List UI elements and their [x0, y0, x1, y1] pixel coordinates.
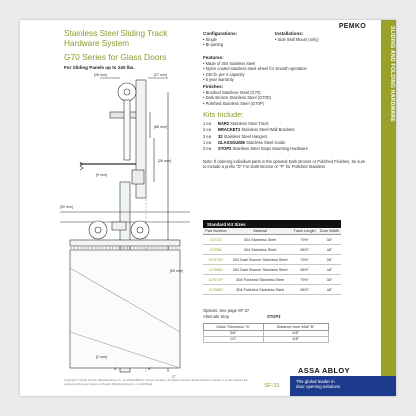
copyright: Copyright © 2019, Pemko Manufacturing Co., an ASSA ABLOY Group company. All rights reserved. Reproduction in whole or in part without the express written permission of Pemko Manufacturing Co. is prohibited.	[64, 378, 248, 386]
kit-sizes-table	[203, 220, 341, 295]
col-header: Distance from Wall "B"	[263, 324, 329, 331]
kit-part-desc: Stainless Steel Track	[229, 121, 269, 126]
table-row	[203, 285, 341, 295]
dim-label-8: [50 mm]	[60, 205, 73, 209]
table-row	[203, 275, 341, 285]
installations	[275, 31, 355, 42]
kit-qty: 2 ea	[203, 127, 211, 133]
table-row	[203, 235, 341, 245]
door-width: 48"	[318, 265, 341, 275]
tagline	[296, 379, 340, 389]
part-number: G7096D	[203, 265, 229, 275]
wall-distance: 3/8"	[263, 336, 329, 342]
dim-label-5: [9 mm]	[96, 173, 107, 177]
features	[203, 55, 373, 82]
config-item: • Single	[203, 37, 217, 42]
glass-thickness: 1/2"	[204, 336, 264, 342]
kit-part: 32	[218, 133, 223, 139]
table-header-row	[204, 324, 329, 331]
material: 304 Stainless Steel	[229, 245, 291, 255]
dim-label-7: [89 mm]	[170, 269, 183, 273]
track-length: 98½"	[291, 285, 317, 295]
kits-list	[203, 121, 373, 152]
door-width: 36"	[318, 255, 341, 265]
kit-part-desc: Stainless Steel Wall Brackets	[240, 127, 295, 133]
callout-a: A"	[114, 367, 118, 371]
kits-heading: Kits Include:	[203, 110, 244, 119]
kit-part-desc: Stainless Steel Stops Mounting Hardware	[231, 146, 309, 152]
door-width: 36"	[318, 275, 341, 285]
kit-qty: 2 ea	[203, 133, 211, 139]
finish-item: • Brushed Stainless Steel (G70)	[203, 90, 261, 95]
installations-heading: Installations:	[275, 31, 304, 36]
kit-desc	[218, 146, 308, 152]
table-row	[203, 245, 341, 255]
callout-b: B"	[148, 367, 152, 371]
kit-part: BRACKET2	[218, 127, 241, 133]
dim-label-4: [26 mm]	[158, 159, 171, 163]
kit-qty: 1 ea	[203, 121, 211, 126]
table-row	[204, 336, 329, 342]
configurations-heading: Configurations:	[203, 31, 238, 36]
kit-part: BAR2	[218, 121, 230, 126]
page-title: Stainless Steel Sliding Track Hardware System	[64, 29, 168, 48]
finishes-heading: Finishes:	[203, 84, 224, 89]
technical-drawing	[50, 72, 200, 386]
kit-part: GLASSGUIDE	[218, 139, 246, 145]
config-item: • Bi-parting	[203, 42, 224, 48]
kit-item	[203, 146, 373, 152]
features-heading: Features:	[203, 55, 224, 60]
brand-logo: PEMKO	[338, 23, 366, 30]
wall-distance: 5/8"	[263, 330, 329, 336]
kit-qty: 2 ea	[203, 146, 211, 152]
options-note: Options: See page SF-37	[203, 308, 250, 313]
table-row	[203, 265, 341, 275]
material: 304 Polished Stainless Steel	[229, 285, 291, 295]
track-length: 79½"	[291, 235, 317, 245]
catalog-page	[20, 20, 396, 396]
material: 304 Dark Bronze Stainless Steel	[229, 265, 291, 275]
col-header: Door Width	[318, 228, 341, 235]
dim-label-6: [2 mm]	[96, 355, 107, 359]
series-title: G70 Series for Glass Doors	[64, 52, 167, 62]
door-width: 36"	[318, 235, 341, 245]
dim-label-1: [26 mm]	[94, 73, 107, 77]
capacity-subtitle: For Sliding Panels up to 240 lbs.	[64, 65, 135, 70]
kit-part-desc: Stainless Steel Hangers	[222, 133, 268, 139]
assa-abloy-logo: ASSA ABLOY	[298, 366, 350, 375]
feature-item: • Nylon coated stainless steel wheel for smooth operation	[203, 66, 307, 72]
track-length: 79½"	[291, 275, 317, 285]
configurations	[203, 31, 283, 48]
section-rail-text: SLIDING AND FOLDING HARDWARE	[389, 26, 395, 122]
alternate-stop-label: Alternate Stop	[203, 314, 229, 319]
material: 304 Dark Bronze Stainless Steel	[229, 255, 291, 265]
table-row	[203, 255, 341, 265]
tagline-line-1: The global leader in	[296, 379, 335, 384]
material: 304 Stainless Steel	[229, 235, 291, 245]
callout-c: C"	[172, 375, 176, 379]
track-length: 79½"	[291, 255, 317, 265]
page-number: SF-31	[264, 383, 280, 389]
track-length: 98½"	[291, 265, 317, 275]
finish-item: • Polished Stainless Steel (G70P)	[203, 100, 264, 106]
finish-note: Note: If ordering individual parts in the optional Dark Bronze or Polished Finishes, be sure to include a prefix "D" For Dark Bronze or "P" for Polished Stainless	[203, 159, 366, 170]
alternate-stop	[203, 314, 323, 319]
part-number: G7072D	[203, 255, 229, 265]
door-width: 48"	[318, 285, 341, 295]
finishes	[203, 84, 373, 106]
kit-qty: 1 ea	[203, 139, 211, 145]
feature-item: • Made of 304 stainless steel	[203, 61, 256, 66]
alternate-stop-value: STOP3	[267, 314, 281, 319]
glass-thickness: 3/8"	[204, 330, 264, 336]
feature-item: • 5 year warranty	[203, 76, 234, 82]
part-number: G7096P	[203, 285, 229, 295]
material: 304 Polished Stainless Steel	[229, 275, 291, 285]
part-number: G7096	[203, 245, 229, 255]
col-header: Part Number	[203, 228, 229, 235]
track-length: 98½"	[291, 245, 317, 255]
install-item: • Side Wall Mount (only)	[275, 37, 319, 42]
col-header: Material	[229, 228, 291, 235]
kit-sizes-caption: Standard Kit Sizes	[203, 220, 341, 228]
col-header: Track Length	[291, 228, 317, 235]
kit-part: STOP2	[218, 146, 232, 152]
feature-item: • 240 lb. per 4 capacity	[203, 71, 245, 77]
door-width: 48"	[318, 245, 341, 255]
finish-item: • Dark Bronze Stainless Steel (G70D)	[203, 95, 272, 101]
part-number: G7072	[203, 235, 229, 245]
glass-thickness-table	[203, 323, 329, 343]
tagline-line-2: door opening solutions	[296, 384, 341, 390]
dim-label-2: [27 mm]	[154, 73, 167, 77]
col-header: Glass Thickness "A"	[204, 324, 264, 331]
dim-label-3: [86 mm]	[154, 125, 167, 129]
part-number: G7072P	[203, 275, 229, 285]
kit-part-desc: Stainless Steel Guide	[245, 139, 286, 145]
section-rail	[381, 20, 396, 396]
